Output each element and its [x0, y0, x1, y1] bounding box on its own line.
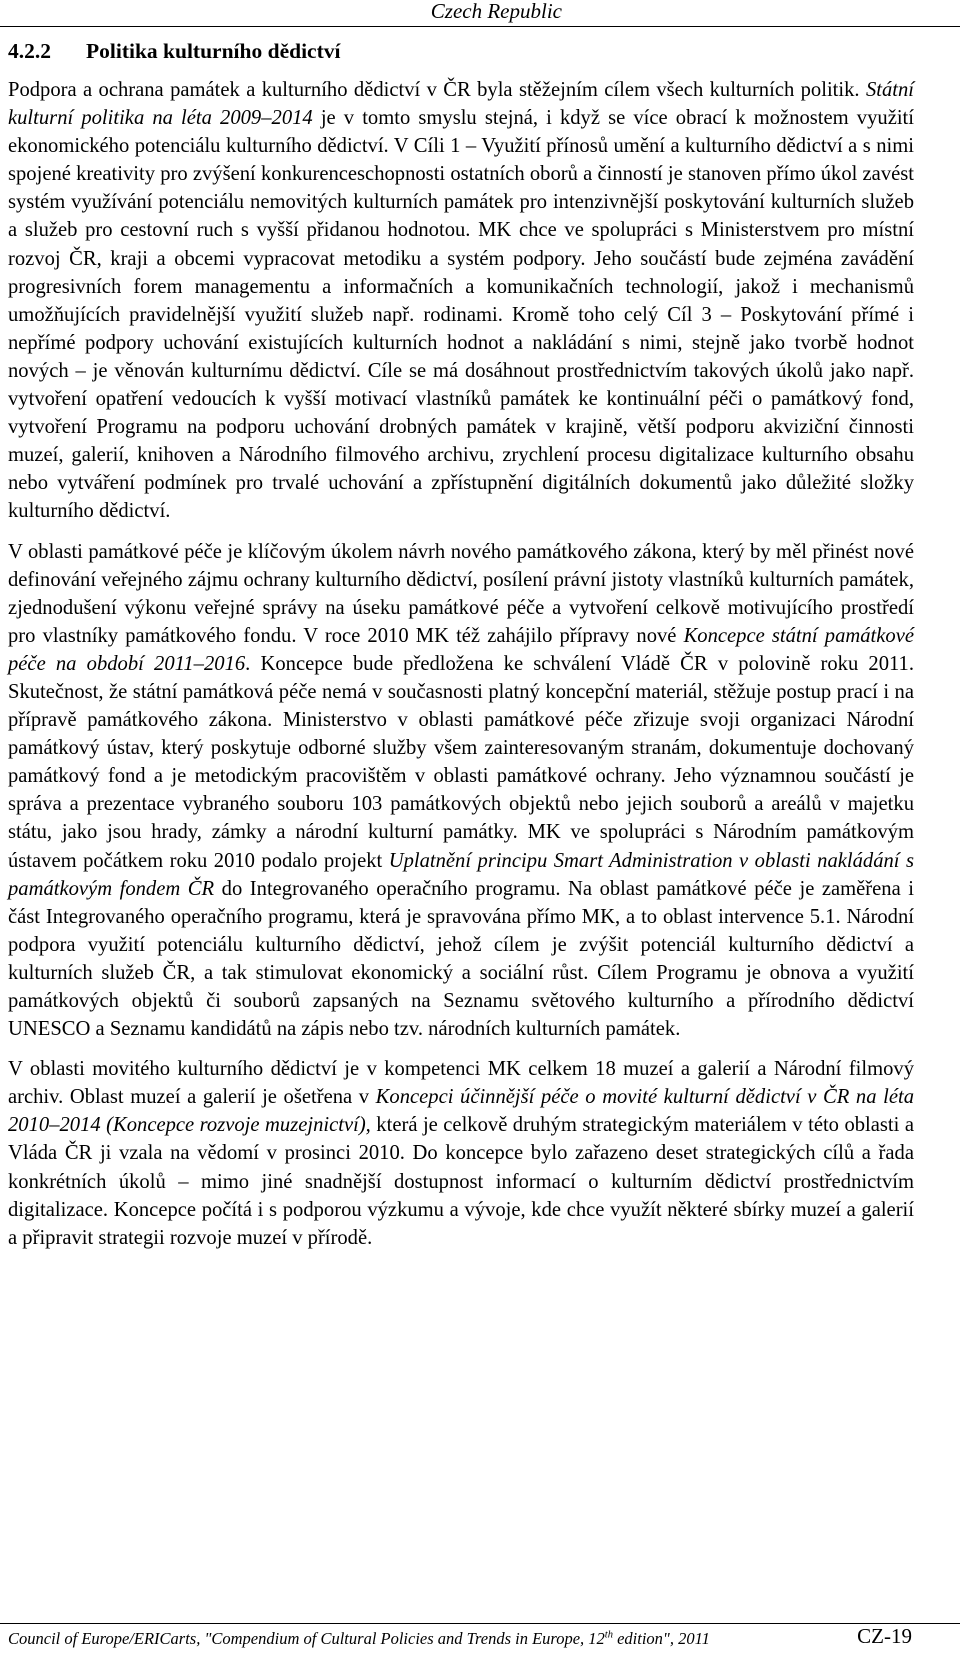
footer-citation-end: edition", 2011 [612, 1629, 710, 1648]
paragraph-text: . Koncepce bude předložena ke schválení Vládě ČR v polovině roku 2011. Skutečnost, že státní památková péče nemá v současnosti platný koncepční materiál, stěžuje postup prací i na přípravě památkového zákona. Ministerstvo v oblasti památkové péče zřizuje svoji organizaci Národní památkový ústav, který poskytuje odborné služby všem zainteresovaným stranám, dokumentuje dochovaný památkový fond a je metodickým pracovištěm v oblasti památkové ochrany. Jeho významnou součástí je správa a prezentace vybraného souboru 103 památkových objektů nebo jejich souborů a areálů v majetku státu, jako jsou hrady, zámky a národní kulturní památky. MK ve spolupráci s Národním památkovým ústavem počátkem roku 2010 podalo projekt [8, 652, 914, 872]
paragraph-text: je v tomto smyslu stejná, i když se více obrací k možnostem využití ekonomického potenciálu kulturního dědictví. V Cíli 1 – Využití přínosů umění a kulturního dědictví a s nimi spojené kreativity pro zvýšení konkurenceschopnosti ostatních oborů a činností je stanoven přímo úkol zavést systém využívání potenciálu nemovitých kulturních památek pro intenzivnější poskytování kulturních služeb a služeb pro cestovní ruch s vyšší přidanou hodnotou. MK chce ve spolupráci s Ministerstvem pro místní rozvoj ČR, kraji a obcemi vypracovat metodiku a systém podpory. Jeho součástí bude zejména zavádění progresivních forem managementu a informačních a komunikačních technologií, jakož i mechanismů umožňujících pravidelnější využití služeb např. rodinami. Kromě toho celý Cíl 3 – Poskytování přímé i nepřímé podpory uchování existujících kulturních hodnot a nakládání s nimi, stejně jako tvorbě hodnot nových – je věnován kulturnímu dědictví. Cíle se má dosáhnout prostřednictvím takových úkolů jako např. vytvoření opatření vedoucích k vyšší motivací vlastníků památek ke kontinuální péči o památkový fond, vytvoření Programu na podporu uchování drobných památek v krajině, větší podporu akviziční činnosti muzeí, galerií, knihoven a Národního filmového archivu, zrychlení procesu digitalizace kulturního obsahu nebo vytváření podmínek pro trvalé uchování a zpřístupnění digitálních dokumentů jako důležité složky kulturního dědictví. [8, 107, 914, 523]
footer-rule [0, 1623, 960, 1624]
paragraph [8, 1055, 914, 1252]
italic-title-text: Koncepci účinnější péče o movité kulturní dědictví v ČR na léta 2010–2014 (Koncepce rozvoje muzejnictví), [8, 1086, 914, 1137]
italic-title-text: Státní kulturní politika na léta 2009–2014 [8, 79, 914, 130]
paragraph-text: do Integrovaného operačního programu. Na oblast památkové péče je zaměřena i část Integrovaného operačního programu, která je spravována přímo MK, a to oblast intervence 5.1. Národní podpora využití potenciálu kulturního dědictví, jehož cílem je zvýšit potenciál kulturního dědictví a kulturních služeb ČR, a tak stimulovat ekonomický a sociální růst. Cílem Programu je obnova a využití památkových objektů či souborů zapsaných na Seznamu světového kulturního a přírodního dědictví UNESCO a Seznamu kandidátů na zápis nebo tzv. národních kulturních památek. [8, 877, 915, 1041]
italic-title-text: Koncepce státní památkové péče na období 2011–2016 [8, 624, 914, 675]
footer-citation-start: Council of Europe/ERICarts, "Compendium of Cultural Policies and Trends in Europe, 12 [8, 1629, 605, 1648]
paragraph-text: která je celkově druhým strategickým materiálem v této oblasti a Vláda ČR ji vzala na vědomí v prosinci 2010. Do koncepce bylo zařazeno deset strategických cílů a řada konkrétních úkolů – mimo jiné snadnější dostupnost informací o kulturním dědictví prostřednictvím digitalizace. Koncepce počítá i s podporou výzkumu a vývoje, kde chce využít některé sbírky muzeí a galerií a připravit strategii rozvoje muzeí v přírodě. [8, 1114, 914, 1249]
paragraph-text: Podpora a ochrana památek a kulturního dědictví v ČR byla stěžejním cílem všech kulturních politik. [8, 79, 866, 101]
section-title: Politika kulturního dědictví [86, 39, 341, 63]
section-heading [8, 37, 340, 65]
footer-superscript: th [604, 1629, 613, 1641]
header-rule [0, 26, 960, 27]
paragraph-text: V oblasti památkové péče je klíčovým úkolem návrh nového památkového zákona, který by měl přinést nové definování veřejného zájmu ochrany kulturního dědictví, posílení právní jistoty vlastníků kulturních památek, zjednodušení výkonu veřejné správy na úseku památkové péče a vytvoření celkově motivujícího prostředí pro vlastníky památkového fondu. V roce 2010 MK též zahájilo přípravy nové [8, 540, 914, 647]
footer-citation [8, 1629, 710, 1649]
paragraph [8, 76, 914, 526]
page-number: CZ-19 [857, 1624, 912, 1648]
paragraph-text: V oblasti movitého kulturního dědictví je v kompetenci MK celkem 18 muzeí a galerií a Národní filmový archiv. Oblast muzeí a galerií je ošetřena v [8, 1058, 914, 1109]
document-body [8, 76, 914, 1264]
paragraph [8, 538, 914, 1044]
section-number: 4.2.2 [8, 39, 51, 63]
page-footer [8, 1625, 912, 1655]
header-country: Czech Republic [430, 0, 562, 23]
page-header [0, 0, 960, 26]
italic-title-text: Uplatnění principu Smart Administration v oblasti nakládání s památkovým fondem ČR [8, 849, 914, 900]
